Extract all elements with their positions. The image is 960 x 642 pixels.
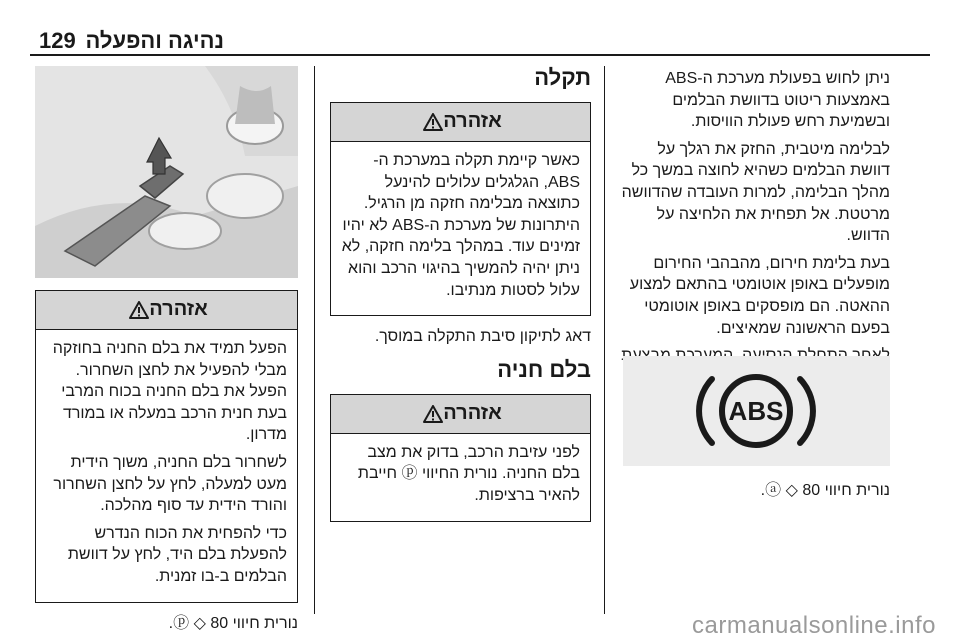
abs-icon-text: ABS xyxy=(728,396,784,426)
abs-warning-icon xyxy=(623,356,890,466)
warning-triangle-icon xyxy=(423,113,443,131)
page-number: 129 xyxy=(39,28,76,53)
warning-box-header xyxy=(331,103,590,142)
parking-brake-warning-1: הפעל תמיד את בלם החניה בחוזקה מבלי להפעיל את לחצן השחרור. הפעל את בלם החניה בכוח המרבי בעת חנית הרכב במעלה או במורד מדרון. xyxy=(52,340,287,444)
warning-heading-3: אזהרה xyxy=(149,298,208,321)
parking-brake-warning-2: לשחרור בלם החניה, משוך הידית מעט למעלה, לחץ על לחצן השחרור והורד הידית עד סוף מהלכה. xyxy=(53,453,287,515)
parking-brake-figure xyxy=(35,66,298,278)
abs-figure-caption-wrap xyxy=(620,480,890,508)
warning-box-body xyxy=(331,142,590,315)
warning-box-body-3 xyxy=(36,330,297,602)
watermark: carmanualsonline.info xyxy=(692,612,936,639)
warning-heading-2: אזהרה xyxy=(443,401,502,424)
header-rule xyxy=(30,54,930,56)
abs-figure xyxy=(623,356,890,466)
abs-paragraph-3: בעת בלימת חירום, מהבהבי החירום מופעלים באופן אוטומטי בהתאם למצוע ההאטה. הם מופסקים באופן אוטומטי בפעם הראשונה שמאיצים. xyxy=(629,254,890,337)
warning-text-parking-brake: לפני עזיבת הרכב, בדוק את מצב בלם החניה. נורית החיווי ⓟ חייבת להאיר ברציפות. xyxy=(357,443,580,504)
chapter-title: נהיגה והפעלה xyxy=(85,28,224,53)
warning-heading: אזהרה xyxy=(443,110,502,133)
warning-box-abs-fault xyxy=(330,102,591,316)
warning-box-header-2 xyxy=(331,395,590,434)
fault-repair-paragraph: דאג לתיקון סיבת התקלה במוסך. xyxy=(374,328,591,346)
abs-paragraph-1: ניתן לחוש בפעולת מערכת ה-ABS באמצעות ריטוט בדוושת הבלמים ובשמיעת רחש פעולת הוויסות. xyxy=(665,70,890,131)
section-title-fault: תקלה xyxy=(534,65,591,90)
warning-box-parking-brake xyxy=(330,394,591,522)
abs-paragraph-2: לבלימה מיטבית, החזק את רגלך על דוושת הבלמים כשהיא לחוצה במשך כל מהלך הבלימה, למרות העובדה שהדוושה מרטטת. אל תפחית את הלחיצה על הדווש. xyxy=(621,140,890,245)
left-column xyxy=(35,290,298,640)
warning-box-parking-brake-use xyxy=(35,290,298,603)
abs-figure-caption: נורית חיווי ⓐ ◇ 80. xyxy=(760,482,890,499)
warning-box-header-3 xyxy=(36,291,297,330)
warning-box-body-2 xyxy=(331,434,590,521)
parking-brake-caption: נורית חיווי ⓟ ◇ 80. xyxy=(168,614,298,632)
warning-triangle-icon xyxy=(423,405,443,423)
warning-text-abs-fault: כאשר קיימת תקלה במערכת ה-ABS, הגלגלים עלולים להינעל כתוצאה מבלימה חזקה מן הרגיל. היתרונות של מערכת ה-ABS לא יהיו זמינים עוד. במהלך בלימה חזקה, לא ניתן יהיה להמשיך בהיגוי הרכב והוא עלול לסטות מנתיבו. xyxy=(341,152,580,299)
column-divider-right xyxy=(604,66,605,614)
section-title-parking-brake: בלם חניה xyxy=(497,356,591,382)
middle-column xyxy=(330,64,591,522)
parking-brake-warning-3: כדי להפחית את הכוח הנדרש להפעלת בלם היד, לחץ על דוושת הבלמים ב-בו זמנית. xyxy=(67,524,287,585)
column-divider-left xyxy=(314,66,315,614)
parking-brake-illustration xyxy=(35,66,298,278)
warning-triangle-icon xyxy=(129,301,149,319)
